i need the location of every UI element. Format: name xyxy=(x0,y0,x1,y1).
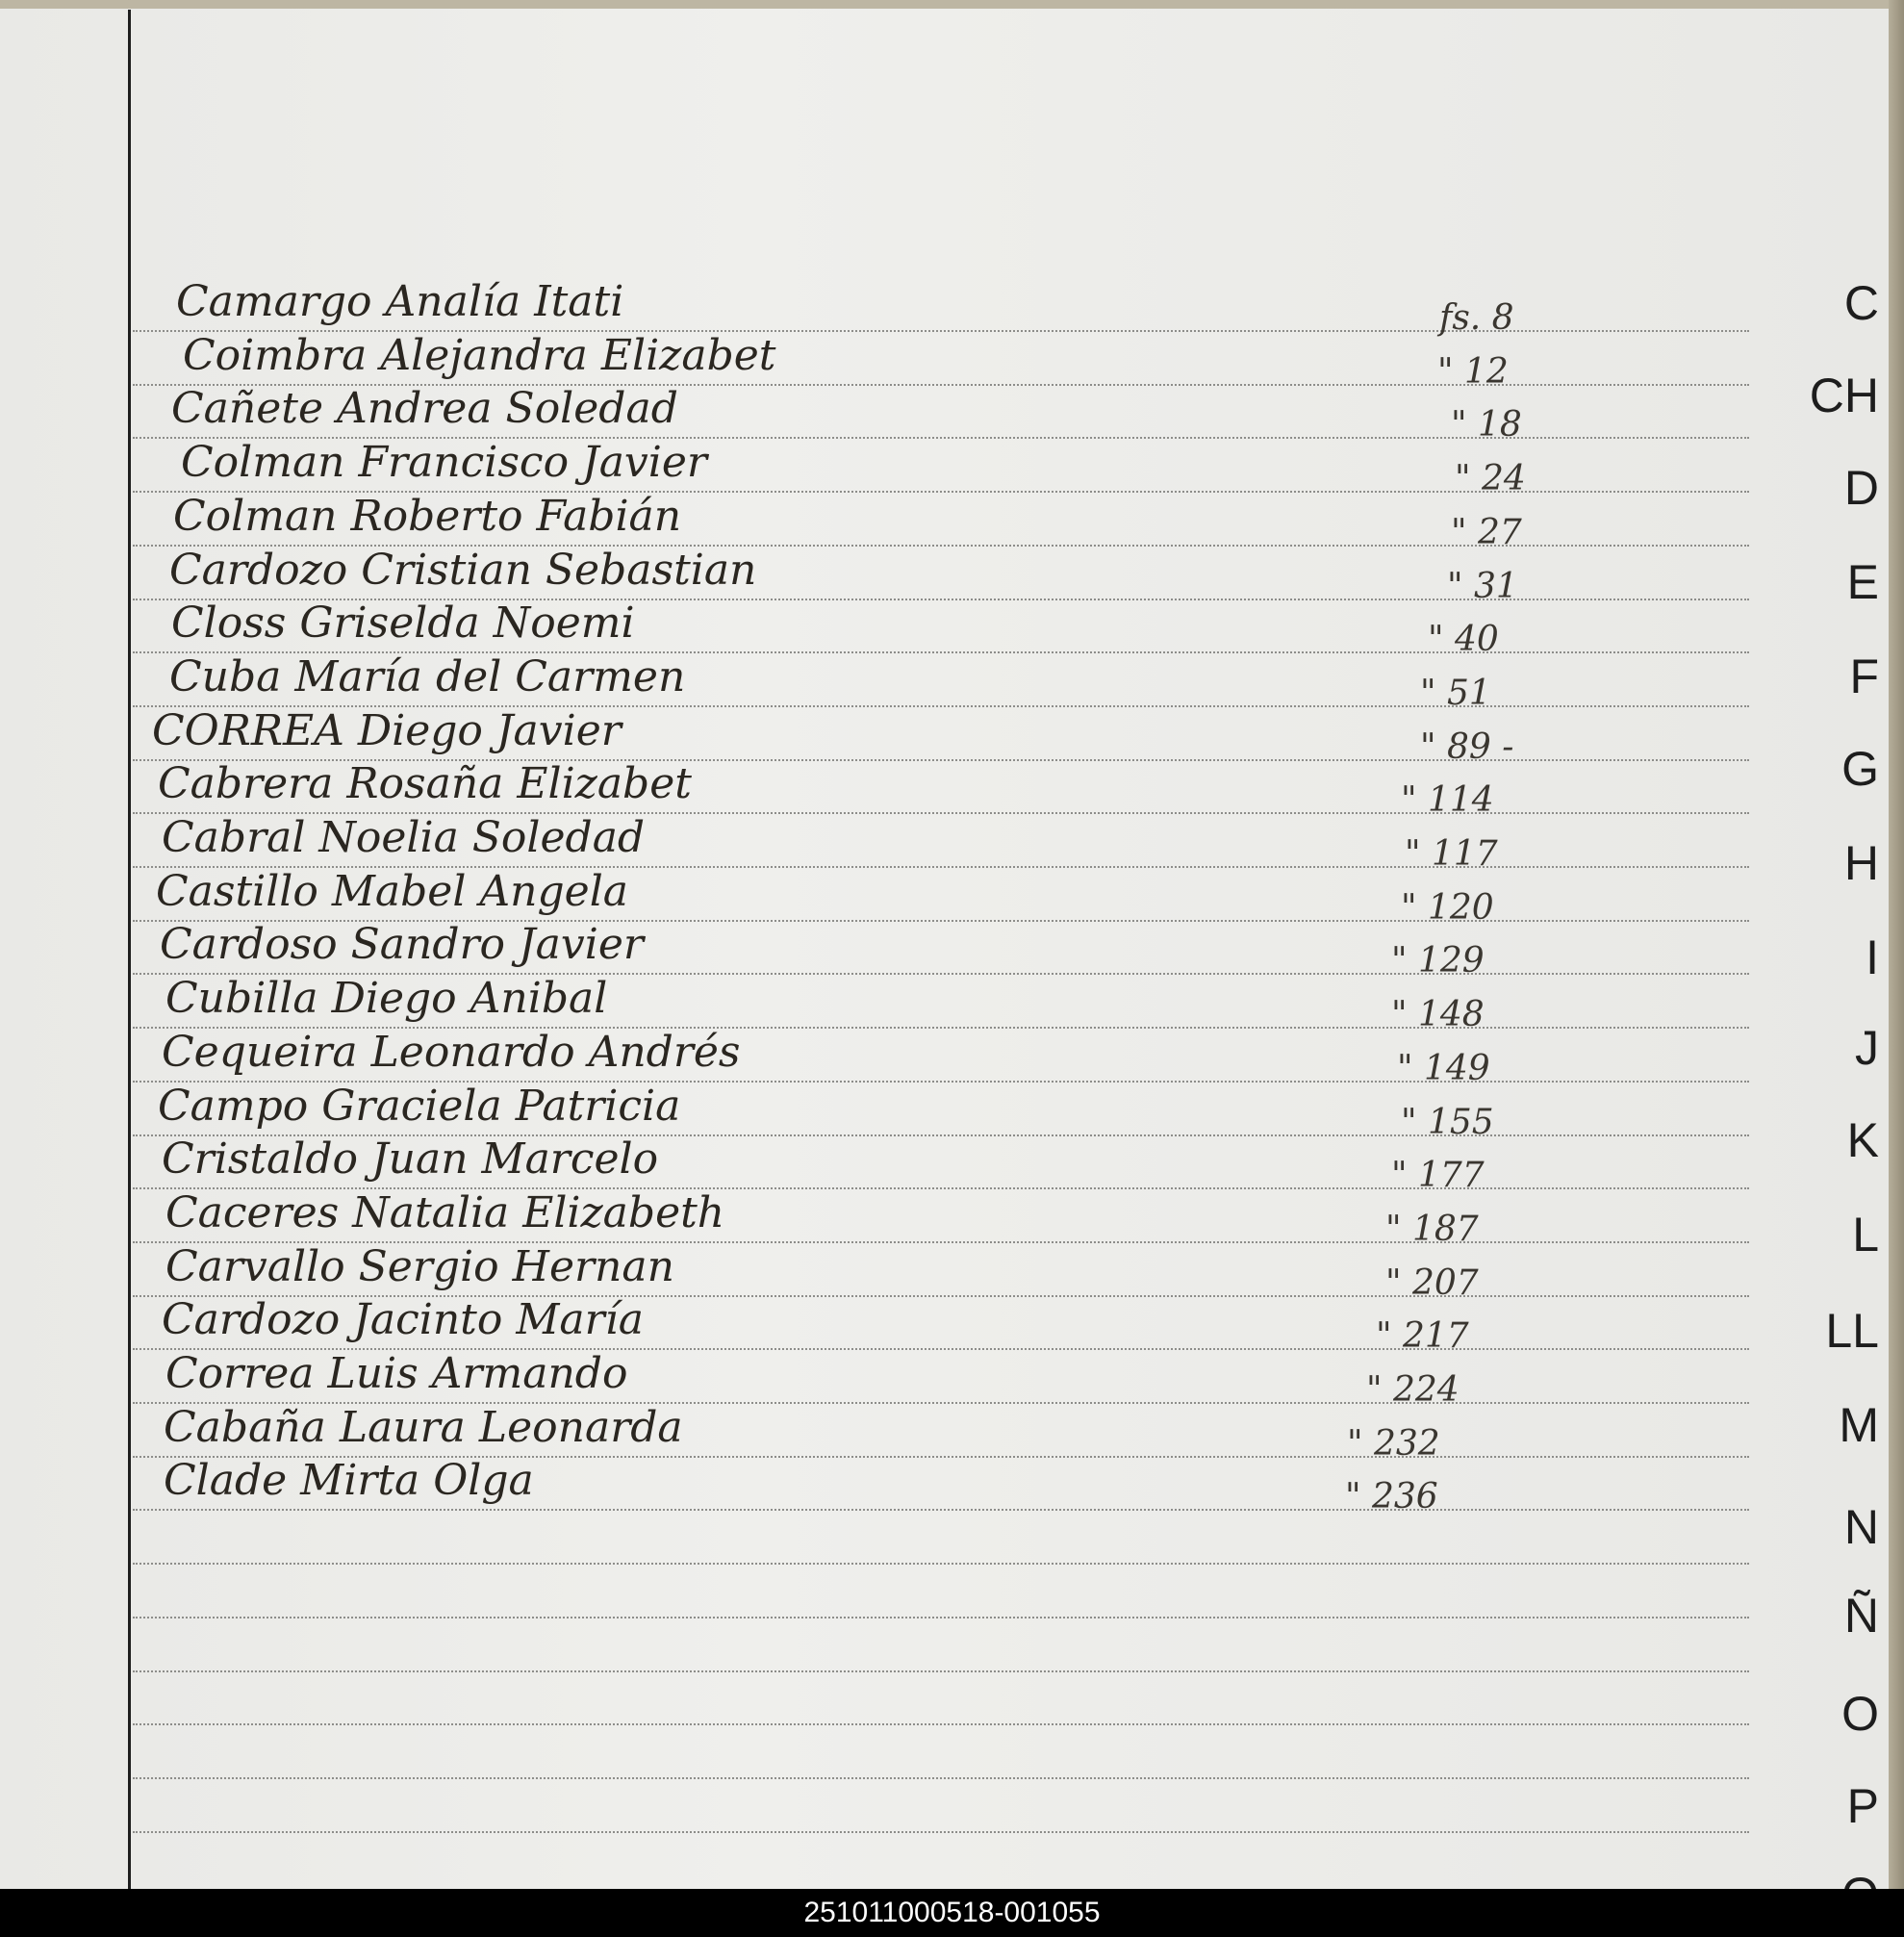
entry-name: Cubilla Diego Anibal xyxy=(165,974,608,1023)
list-item xyxy=(0,651,1889,713)
list-item xyxy=(0,705,1889,767)
list-item xyxy=(0,545,1889,606)
entry-folio: " 177 xyxy=(1391,1156,1485,1195)
list-item xyxy=(0,1027,1889,1088)
entry-name: Cristaldo Juan Marcelo xyxy=(162,1134,659,1184)
entry-folio: " 149 xyxy=(1397,1049,1490,1088)
entry-name: Cañete Andrea Soledad xyxy=(171,384,678,433)
list-item xyxy=(0,1398,1889,1464)
entry-folio: " 187 xyxy=(1385,1210,1479,1249)
index-tab-f[interactable]: F xyxy=(1849,650,1879,703)
index-tab-ll[interactable]: LL xyxy=(1825,1304,1879,1358)
index-tab-e[interactable]: E xyxy=(1846,555,1879,609)
list-item xyxy=(0,1241,1889,1303)
entry-folio: " 236 xyxy=(1345,1477,1438,1516)
entry-name: Correa Luis Armando xyxy=(165,1349,628,1398)
list-item xyxy=(0,1187,1889,1249)
index-tab-d[interactable]: D xyxy=(1843,461,1879,515)
entry-folio: " 27 xyxy=(1451,513,1522,552)
entry-folio: " 51 xyxy=(1420,674,1491,713)
list-item xyxy=(0,919,1889,981)
index-tab-n[interactable]: N xyxy=(1843,1500,1879,1554)
list-item xyxy=(0,437,1889,498)
entry-name: Camargo Analía Itati xyxy=(176,277,624,326)
footer-caption: 251011000518-001055 xyxy=(0,1889,1904,1937)
entry-folio: " 89 - xyxy=(1420,727,1514,767)
entry-folio: " 129 xyxy=(1391,941,1485,981)
index-tab-k[interactable]: K xyxy=(1846,1113,1879,1167)
entry-name: Closs Griselda Noemi xyxy=(171,599,635,648)
entry-folio: " 224 xyxy=(1366,1370,1460,1410)
list-item xyxy=(0,758,1889,820)
entry-folio: " 24 xyxy=(1455,459,1526,498)
index-tab-g[interactable]: G xyxy=(1841,742,1879,796)
list-item xyxy=(0,383,1889,445)
entry-name: Colman Francisco Javier xyxy=(181,438,707,487)
list-item xyxy=(0,973,1889,1034)
entry-folio: " 232 xyxy=(1347,1424,1440,1464)
entry-name: Cequeira Leonardo Andrés xyxy=(162,1028,741,1077)
entry-name: Cardozo Cristian Sebastian xyxy=(169,546,757,595)
entry-folio: " 148 xyxy=(1391,995,1485,1034)
list-item xyxy=(0,1455,1889,1516)
entry-folio: " 155 xyxy=(1401,1103,1494,1142)
index-tab-i[interactable]: I xyxy=(1866,930,1879,984)
book-edge xyxy=(1889,0,1904,1889)
entry-name: Cabrera Rosaña Elizabet xyxy=(158,759,692,808)
list-item xyxy=(0,1348,1889,1410)
index-tab-c[interactable]: C xyxy=(1843,276,1879,330)
entry-folio: " 217 xyxy=(1376,1316,1469,1356)
index-tab-ch[interactable]: CH xyxy=(1809,369,1879,422)
list-item xyxy=(0,866,1889,928)
entry-folio: " 207 xyxy=(1385,1263,1479,1303)
index-tab-enie[interactable]: Ñ xyxy=(1843,1589,1879,1643)
index-tab-l[interactable]: L xyxy=(1852,1208,1879,1262)
entry-name: Cuba María del Carmen xyxy=(169,652,686,701)
entry-name: Colman Roberto Fabián xyxy=(173,492,682,541)
entry-name: Cabaña Laura Leonarda xyxy=(164,1403,683,1452)
entry-name: Coimbra Alejandra Elizabet xyxy=(183,331,776,380)
index-tab-j[interactable]: J xyxy=(1855,1021,1879,1075)
entry-folio: " 40 xyxy=(1428,620,1499,659)
entry-name: Cabral Noelia Soledad xyxy=(162,813,646,862)
list-item xyxy=(0,812,1889,874)
entry-name: Campo Graciela Patricia xyxy=(158,1082,681,1131)
entry-folio: " 31 xyxy=(1447,567,1518,606)
list-item xyxy=(0,491,1889,552)
index-tab-o[interactable]: O xyxy=(1841,1687,1879,1741)
list-item xyxy=(0,276,1889,338)
list-item xyxy=(0,1081,1889,1142)
entry-name: CORREA Diego Javier xyxy=(152,706,622,755)
index-tab-m[interactable]: M xyxy=(1839,1398,1879,1452)
alphabet-index-tabs xyxy=(1759,0,1889,1889)
entry-folio: " 12 xyxy=(1437,352,1509,392)
index-tab-p[interactable]: P xyxy=(1846,1779,1879,1833)
entry-folio: fs. 8 xyxy=(1439,298,1514,338)
entry-name: Cardoso Sandro Javier xyxy=(160,920,644,969)
list-item xyxy=(0,598,1889,659)
list-item xyxy=(0,1294,1889,1356)
list-item xyxy=(0,1134,1889,1195)
index-tab-h[interactable]: H xyxy=(1843,836,1879,890)
entry-folio: " 18 xyxy=(1451,405,1522,445)
entry-folio: " 117 xyxy=(1405,834,1498,874)
entry-folio: " 114 xyxy=(1401,780,1494,820)
entry-name: Clade Mirta Olga xyxy=(164,1456,534,1505)
entry-folio: " 120 xyxy=(1401,888,1494,928)
entry-name: Castillo Mabel Angela xyxy=(156,867,629,916)
entry-name: Carvallo Sergio Hernan xyxy=(165,1242,674,1291)
entry-name: Caceres Natalia Elizabeth xyxy=(165,1188,725,1237)
list-item xyxy=(0,330,1889,392)
entry-name: Cardozo Jacinto María xyxy=(162,1295,644,1344)
